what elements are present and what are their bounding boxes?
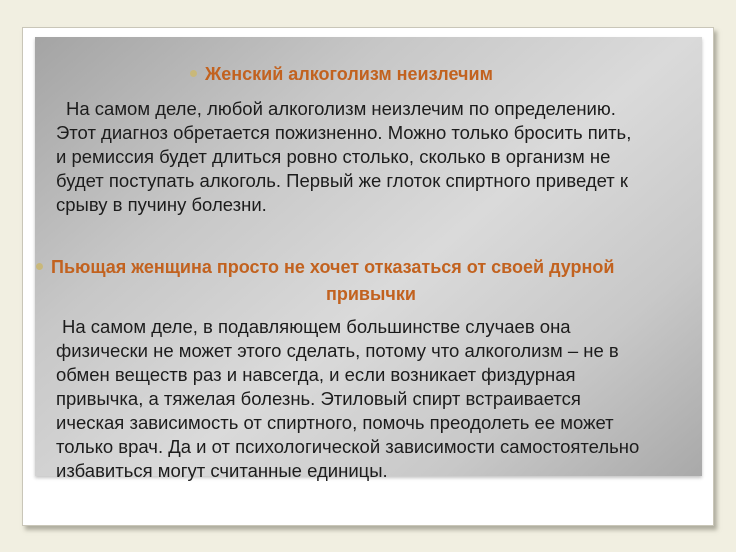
section1-line: Этот диагноз обретается пожизненно. Можно только бросить пить,	[56, 122, 632, 143]
section2-heading-text: Пьющая женщина просто не хочет отказаться от своей дурной	[51, 257, 615, 277]
section1-heading-text: Женский алкоголизм неизлечим	[205, 64, 493, 84]
section2-heading-line1	[36, 257, 614, 278]
section1-heading	[190, 64, 493, 85]
section1-line: На самом деле, любой алкоголизм неизлечим по определению.	[66, 98, 616, 119]
section2-line: обмен веществ раз и навсегда, и если возникает физдурная	[56, 364, 576, 385]
section1-paragraph	[56, 97, 631, 217]
section2-heading-line2	[326, 284, 416, 305]
bullet-icon	[190, 70, 197, 77]
section1-line: срыву в пучину болезни.	[56, 194, 267, 215]
section2-line: привычка, а тяжелая болезнь. Этиловый спирт встраивается	[56, 388, 581, 409]
section2-line: только врач. Да и от психологической зависимости самостоятельно	[56, 436, 640, 457]
bullet-icon	[36, 263, 43, 270]
section1-line: будет поступать алкоголь. Первый же глоток спиртного приведет к	[56, 170, 629, 191]
section1-line: и ремиссия будет длиться ровно столько, сколько в организм не	[56, 146, 611, 167]
section2-paragraph	[56, 315, 639, 483]
section2-line: На самом деле, в подавляющем большинстве случаев она	[62, 316, 571, 337]
section2-heading-text2: привычки	[326, 284, 416, 304]
section2-line: избавиться могут считанные единицы.	[56, 460, 388, 481]
section2-line: ическая зависимость от спиртного, помочь преодолеть ее может	[56, 412, 614, 433]
section2-line: физически не может этого сделать, потому что алкоголизм – не в	[56, 340, 619, 361]
